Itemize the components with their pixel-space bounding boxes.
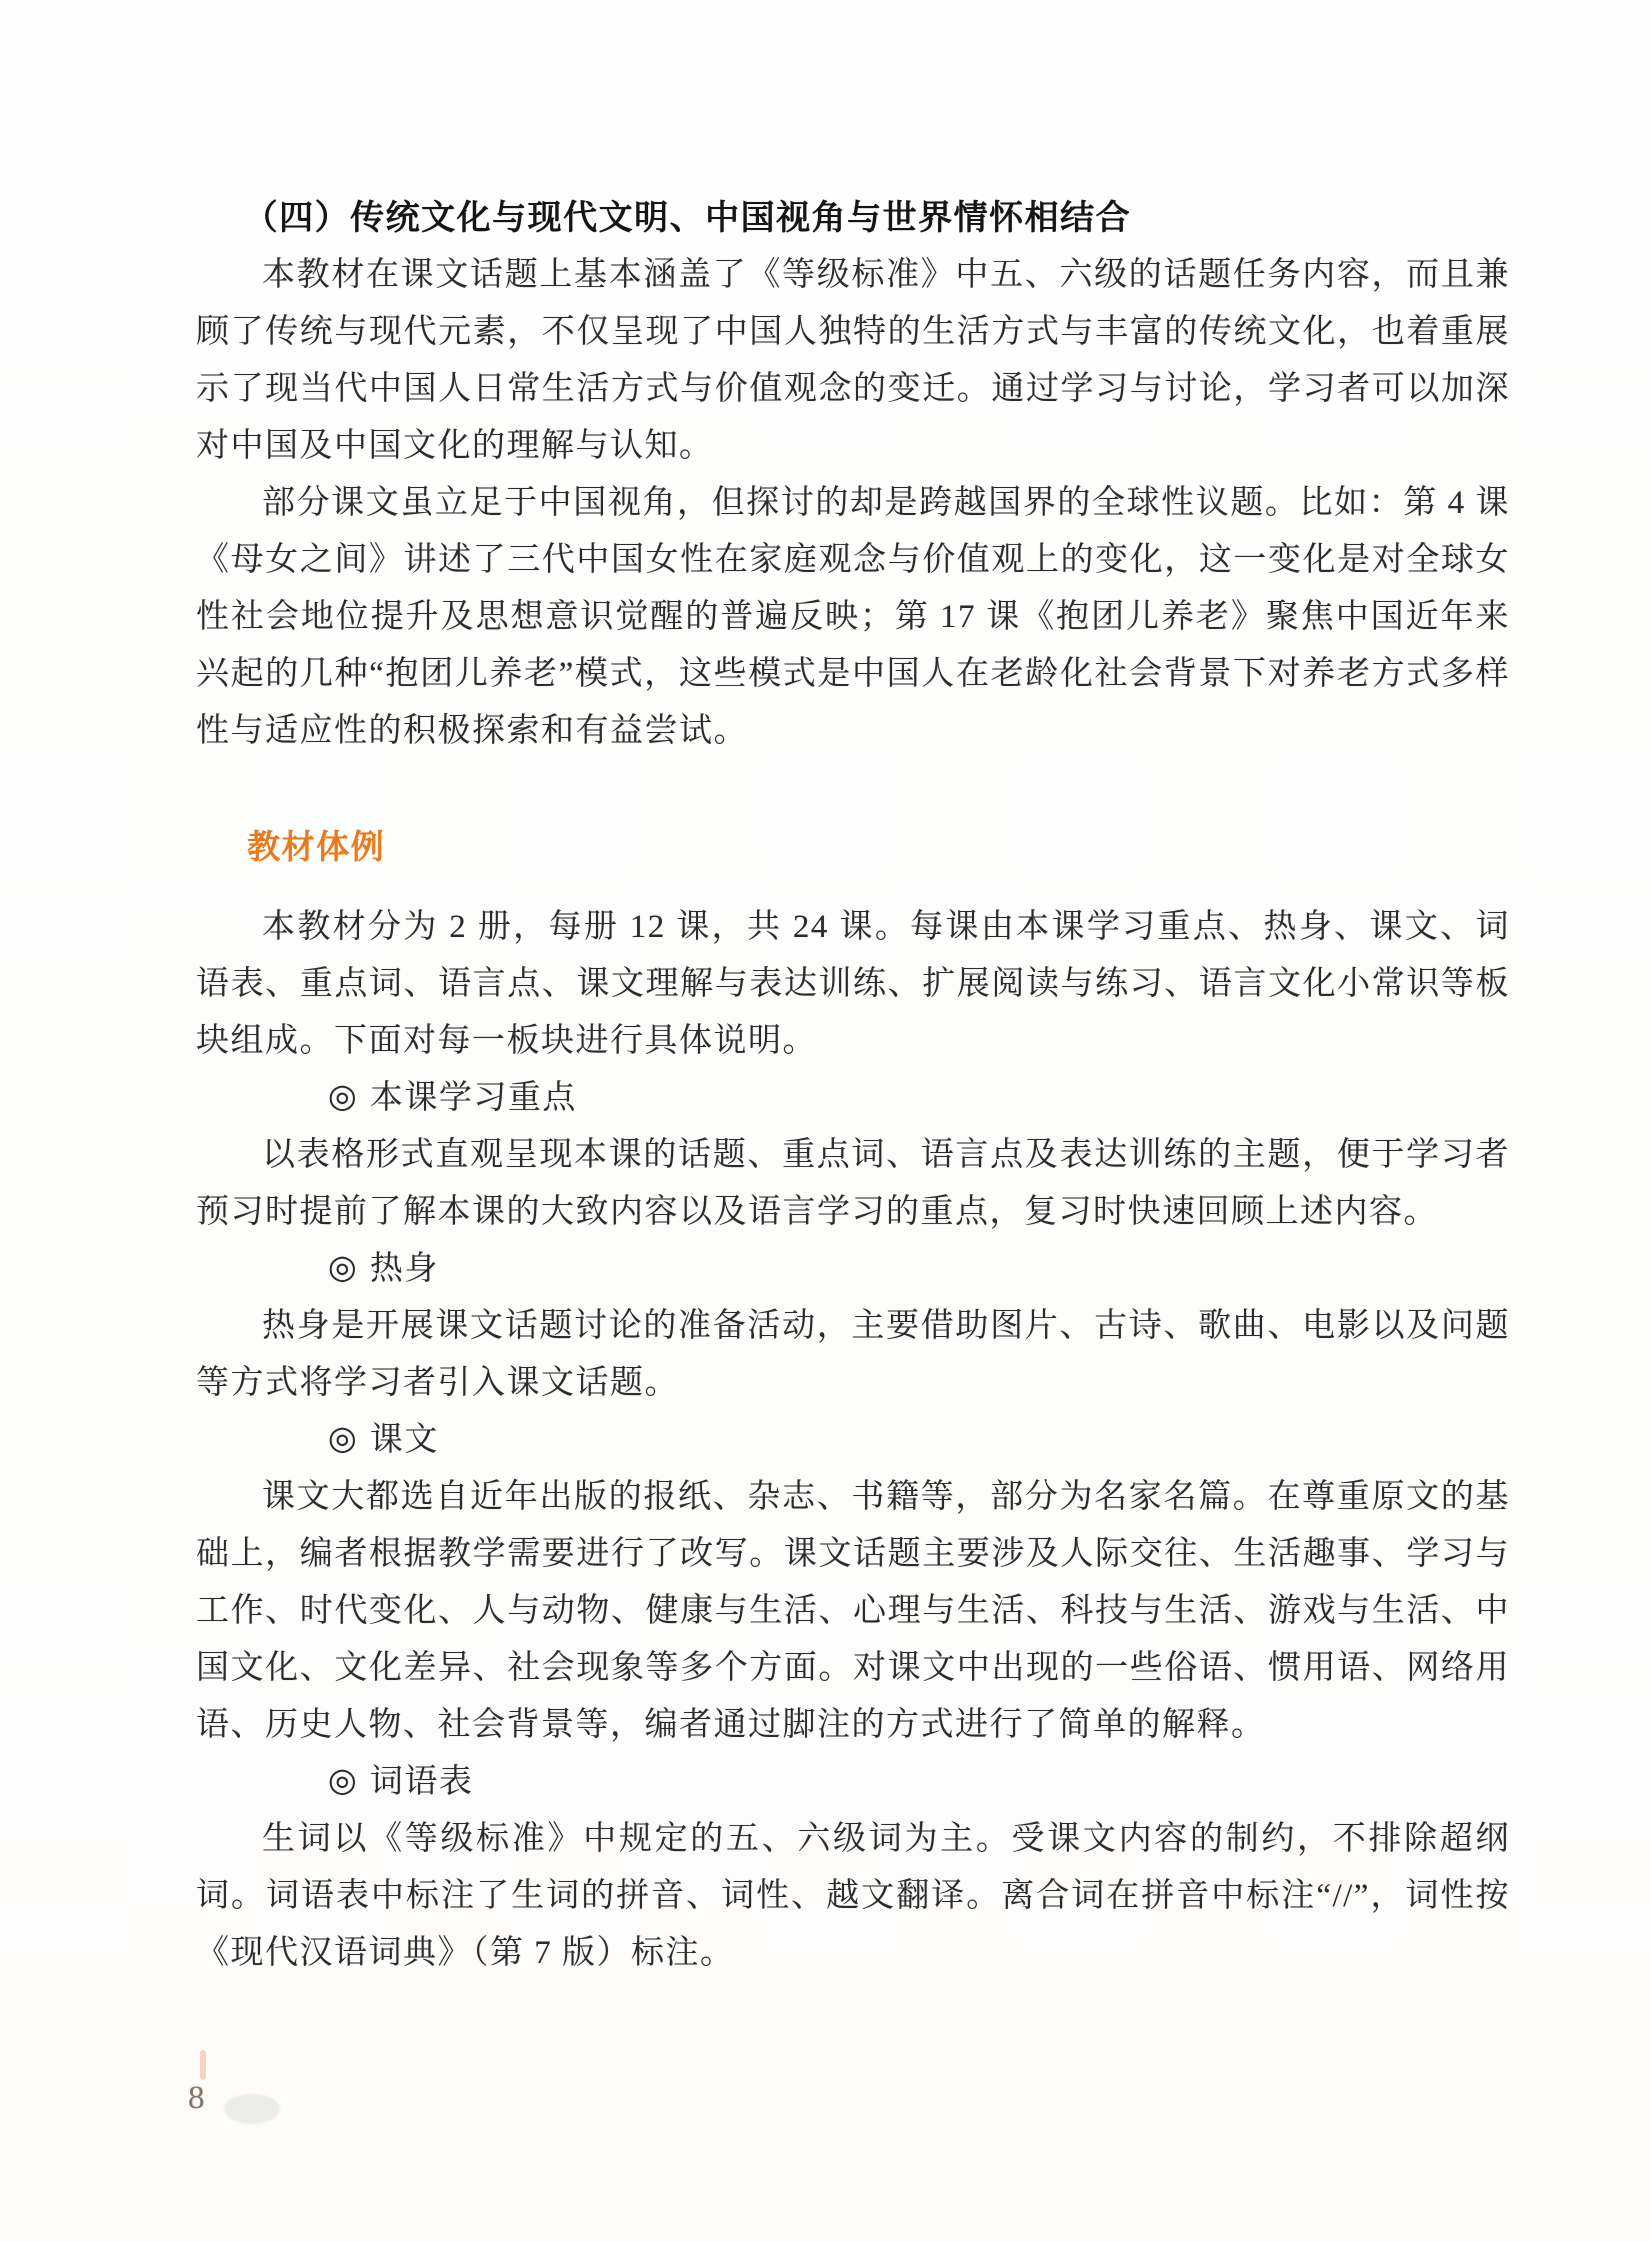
subsection-title-label: 词语表 xyxy=(369,1764,474,1800)
ring-bullet-icon: ◎ xyxy=(328,1763,359,1799)
scan-smudge-decoration xyxy=(224,2094,280,2124)
ring-bullet-icon: ◎ xyxy=(328,1421,359,1457)
paragraph: 部分课文虽立足于中国视角，但探讨的却是跨越国界的全球性议题。比如：第 4 课《母女之间》讲述了三代中国女性在家庭观念与价值观上的变化，这一变化是对全球女性社会地位提升及思想意识觉醒的普遍反映；第 17 课《抱团儿养老》聚焦中国近年来兴起的几种“抱团儿养老”模式，这些模式是中国人在老龄化社会背景下对养老方式多样性与适应性的积极探索和有益尝试。 xyxy=(196,485,1510,749)
subsection-title-label: 本课学习重点 xyxy=(369,1080,577,1116)
page-footer xyxy=(178,2048,338,2168)
subsection-title xyxy=(196,1241,1510,1298)
ring-bullet-icon: ◎ xyxy=(328,1079,359,1115)
page-content xyxy=(196,190,1510,1982)
page-number: 8 xyxy=(188,2080,205,2116)
subsection-title-label: 课文 xyxy=(369,1422,439,1458)
subsection-title xyxy=(196,1412,1510,1469)
paragraph: 课文大都选自近年出版的报纸、杂志、书籍等，部分为名家名篇。在尊重原文的基础上，编者根据教学需要进行了改写。课文话题主要涉及人际交往、生活趣事、学习与工作、时代变化、人与动物、健康与生活、心理与生活、科技与生活、游戏与生活、中国文化、文化差异、社会现象等多个方面。对课文中出现的一些俗语、惯用语、网络用语、历史人物、社会背景等，编者通过脚注的方式进行了简单的解释。 xyxy=(196,1479,1510,1743)
paragraph: 本教材在课文话题上基本涵盖了《等级标准》中五、六级的话题任务内容，而且兼顾了传统与现代元素，不仅呈现了中国人独特的生活方式与丰富的传统文化，也着重展示了现当代中国人日常生活方式与价值观念的变迁。通过学习与讨论，学习者可以加深对中国及中国文化的理解与认知。 xyxy=(196,257,1510,464)
paragraph: 以表格形式直观呈现本课的话题、重点词、语言点及表达训练的主题，便于学习者预习时提前了解本课的大致内容以及语言学习的重点，复习时快速回顾上述内容。 xyxy=(196,1137,1510,1230)
page-number-tick-decoration xyxy=(200,2050,206,2080)
subsection-title xyxy=(196,1754,1510,1811)
paragraph: 生词以《等级标准》中规定的五、六级词为主。受课文内容的制约，不排除超纲词。词语表中标注了生词的拼音、词性、越文翻译。离合词在拼音中标注“//”，词性按《现代汉语词典》（第 7 版）标注。 xyxy=(196,1821,1510,1971)
subsection-title-label: 热身 xyxy=(369,1251,439,1287)
subsection-title xyxy=(196,1070,1510,1127)
paragraph: 热身是开展课文话题讨论的准备活动，主要借助图片、古诗、歌曲、电影以及问题等方式将学习者引入课文话题。 xyxy=(196,1308,1510,1401)
ring-bullet-icon: ◎ xyxy=(328,1250,359,1286)
section-heading: （四）传统文化与现代文明、中国视角与世界情怀相结合 xyxy=(243,199,1132,237)
paragraph: 本教材分为 2 册，每册 12 课，共 24 课。每课由本课学习重点、热身、课文、词语表、重点词、语言点、课文理解与表达训练、扩展阅读与练习、语言文化小常识等板块组成。下面对每一板块进行具体说明。 xyxy=(196,909,1510,1059)
accent-heading-jiaocai-tili: 教材体例 xyxy=(247,828,386,865)
